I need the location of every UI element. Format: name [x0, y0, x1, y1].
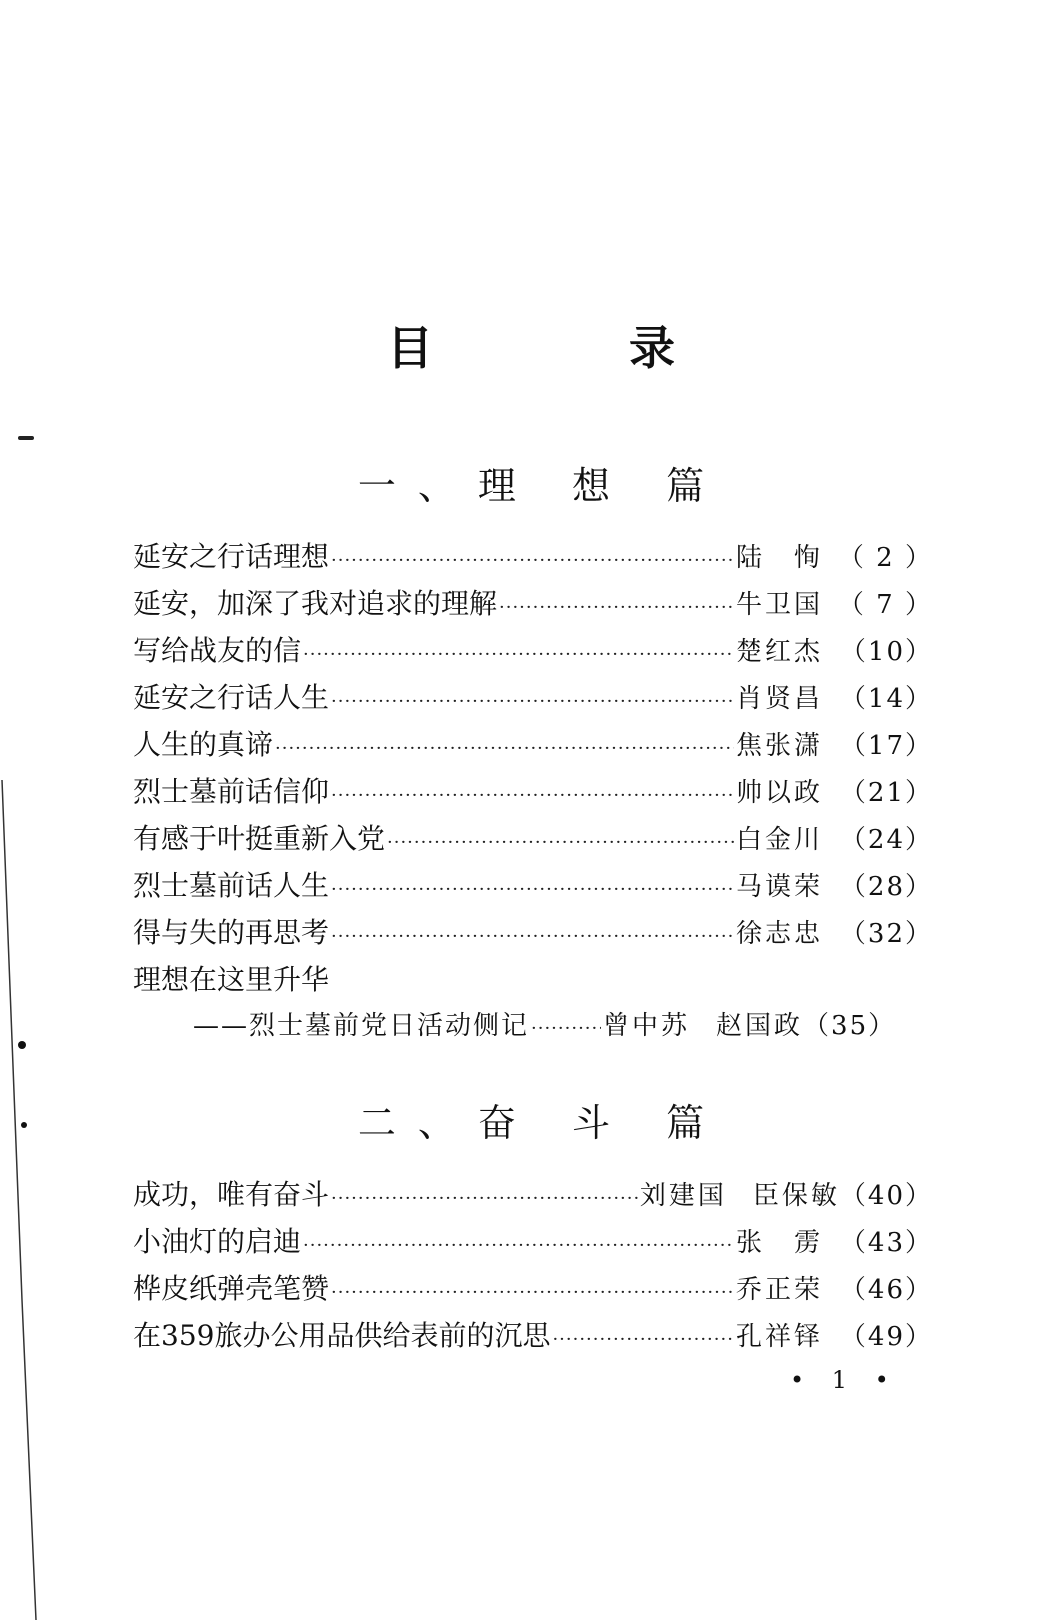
toc-entry[interactable] — [133, 674, 933, 721]
leader-dots — [552, 1316, 734, 1363]
entry-page: （35） — [803, 1011, 897, 1041]
toc-entry[interactable] — [133, 862, 933, 909]
entry-page: （46） — [839, 1275, 933, 1305]
entry-page: （10） — [839, 637, 933, 667]
entry-author: 帅以政 — [735, 778, 823, 808]
entry-title: 烈士墓前话信仰 — [133, 775, 330, 808]
entry-page: （21） — [839, 778, 933, 808]
entry-title: 得与失的再思考 — [133, 916, 330, 949]
leader-dots — [331, 1269, 734, 1316]
entry-author: 张 雳 — [735, 1228, 823, 1258]
entry-page: （28） — [839, 872, 933, 902]
entry-page: （17） — [839, 731, 933, 761]
entry-title: 人生的真谛 — [133, 728, 274, 761]
section-heading-ideals: 一、理 想 篇 — [357, 464, 727, 508]
entry-title: 小油灯的启迪 — [133, 1225, 302, 1258]
leader-dots — [331, 537, 734, 584]
entry-author: 陆 恂 — [735, 543, 823, 573]
entry-title: 有感于叶挺重新入党 — [133, 822, 386, 855]
entry-author: 肖贤昌 — [735, 684, 823, 714]
toc-entry[interactable] — [133, 1171, 933, 1218]
toc-entry[interactable] — [133, 956, 933, 1003]
leader-dots — [303, 631, 734, 678]
leader-dots — [331, 1175, 638, 1222]
entry-author: 马谟荣 — [735, 872, 823, 902]
entry-subtitle: ——烈士墓前党日活动侧记 — [193, 1011, 530, 1041]
page-number: • 1 • — [790, 1366, 899, 1394]
leader-dots — [331, 913, 734, 960]
leader-dots — [331, 772, 734, 819]
toc-entry[interactable] — [133, 815, 933, 862]
toc-entry[interactable] — [133, 580, 933, 627]
toc-entry[interactable] — [133, 627, 933, 674]
toc-entry[interactable] — [133, 1265, 933, 1312]
leader-dots — [531, 1005, 601, 1052]
entry-author: 牛卫国 — [735, 590, 823, 620]
leader-dots — [499, 584, 734, 631]
entry-page: （ 7 ） — [837, 590, 933, 620]
entry-author: 白金川 — [735, 825, 823, 855]
entry-page: （43） — [839, 1228, 933, 1258]
entry-page: （32） — [839, 919, 933, 949]
entry-page: （14） — [839, 684, 933, 714]
entry-title: 成功，唯有奋斗 — [133, 1178, 330, 1211]
entry-author: 乔正荣 — [735, 1275, 823, 1305]
entry-title: 烈士墓前话人生 — [133, 869, 330, 902]
leader-dots — [275, 725, 734, 772]
entry-title: 写给战友的信 — [133, 634, 302, 667]
toc-entry[interactable] — [133, 1218, 933, 1265]
toc-section-struggle — [133, 1171, 933, 1359]
toc-entry[interactable] — [133, 721, 933, 768]
scan-speck — [18, 436, 34, 440]
leader-dots — [331, 678, 734, 725]
toc-entry-subtitle[interactable] — [133, 1003, 933, 1050]
entry-page: （49） — [839, 1322, 933, 1352]
entry-title: 延安之行话理想 — [133, 540, 330, 573]
entry-author-2: 赵国政 — [716, 1011, 804, 1041]
toc-entry[interactable] — [133, 533, 933, 580]
entry-title: 延安，加深了我对追求的理解 — [133, 587, 498, 620]
entry-author: 刘建国 — [639, 1181, 727, 1211]
toc-entry[interactable] — [133, 768, 933, 815]
leader-dots — [387, 819, 734, 866]
entry-author: 孔祥铎 — [735, 1322, 823, 1352]
entry-author: 曾中苏 — [603, 1011, 691, 1041]
entry-author: 楚红杰 — [735, 637, 823, 667]
entry-title: 桦皮纸弹壳笔赞 — [133, 1272, 330, 1305]
entry-page: （24） — [839, 825, 933, 855]
entry-page: （40） — [839, 1181, 933, 1211]
leader-dots — [331, 866, 734, 913]
entry-page: （ 2 ） — [837, 543, 933, 573]
entry-title: 在359旅办公用品供给表前的沉思 — [133, 1319, 551, 1352]
toc-section-ideals — [133, 533, 933, 1050]
leader-dots — [303, 1222, 734, 1269]
toc-entry[interactable] — [133, 909, 933, 956]
toc-entry[interactable] — [133, 1312, 933, 1359]
scan-edge-line — [0, 780, 60, 1620]
entry-author: 焦张潇 — [735, 731, 823, 761]
section-heading-struggle: 二、奋 斗 篇 — [357, 1101, 727, 1145]
entry-title: 延安之行话人生 — [133, 681, 330, 714]
page-title: 目 录 — [386, 321, 765, 375]
entry-author-2: 臣保敏 — [752, 1181, 840, 1211]
entry-author: 徐志忠 — [735, 919, 823, 949]
entry-title: 理想在这里升华 — [133, 963, 330, 996]
